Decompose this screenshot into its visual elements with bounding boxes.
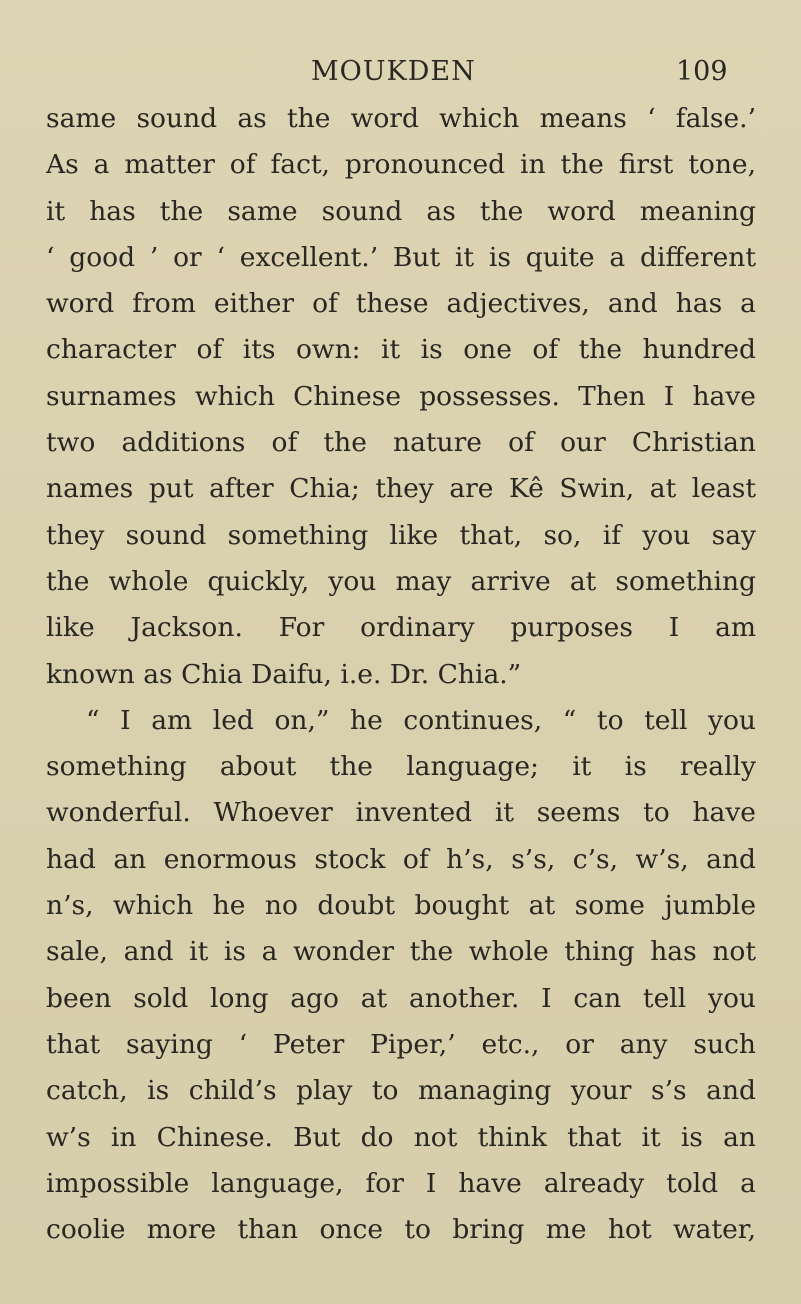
text-line: it has the same sound as the word meaning <box>46 195 756 227</box>
text-line: ‘ good ’ or ‘ excellent.’ But it is quite a different <box>46 241 756 273</box>
text-line: wonderful. Whoever invented it seems to have <box>46 797 756 829</box>
text-line: that saying ‘ Peter Piper,’ etc., or any such <box>46 1028 756 1060</box>
text-line: impossible language, for I have already told a <box>46 1167 756 1199</box>
text-line: catch, is child’s play to managing your s’s and <box>46 1075 756 1107</box>
text-line: known as Chia Daifu, i.e. Dr. Chia.” <box>46 658 522 690</box>
text-line: n’s, which he no doubt bought at some jumble <box>46 890 756 922</box>
text-line: word from either of these adjectives, and has a <box>46 288 756 320</box>
text-line: the whole quickly, you may arrive at something <box>46 565 756 597</box>
text-line: something about the language; it is really <box>46 751 756 783</box>
text-line: surnames which Chinese possesses. Then I have <box>46 380 756 412</box>
running-head: MOUKDEN <box>311 56 476 87</box>
text-line: had an enormous stock of h’s, s’s, c’s, w’s, and <box>46 843 756 875</box>
text-line: coolie more than once to bring me hot water, <box>46 1214 756 1246</box>
text-line: “ I am led on,” he continues, “ to tell you <box>86 704 756 736</box>
page-number: 109 <box>676 56 728 87</box>
text-line: names put after Chia; they are Kê Swin, at least <box>46 473 756 505</box>
text-line: two additions of the nature of our Christian <box>46 427 756 459</box>
text-line: been sold long ago at another. I can tell you <box>46 982 756 1014</box>
text-line: sale, and it is a wonder the whole thing has not <box>46 936 756 968</box>
text-line: character of its own: it is one of the hundred <box>46 334 756 366</box>
text-line: they sound something like that, so, if you say <box>46 519 756 551</box>
text-line: like Jackson. For ordinary purposes I am <box>46 612 756 644</box>
text-line: same sound as the word which means ‘ false.’ <box>46 103 756 134</box>
text-line: w’s in Chinese. But do not think that it is an <box>46 1121 756 1153</box>
body-text <box>46 96 756 1253</box>
page-header <box>0 52 801 92</box>
text-line: As a matter of fact, pronounced in the first tone, <box>46 149 756 181</box>
